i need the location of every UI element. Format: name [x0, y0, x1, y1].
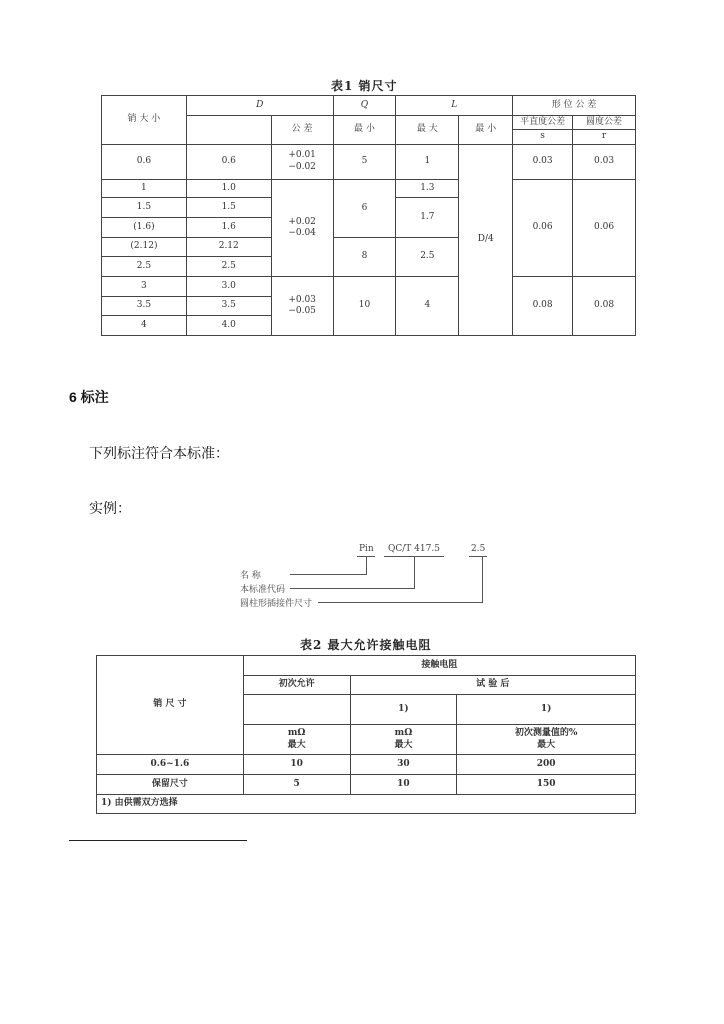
table-cell: 1.0 [186, 179, 271, 198]
table-cell: +0.02 −0.04 [271, 179, 333, 276]
t1-header-blank [186, 115, 271, 144]
t2-unit-cell [350, 725, 457, 755]
table-cell: 1.7 [396, 198, 459, 237]
table-cell: 0.6 [102, 144, 187, 179]
table-cell: 4 [396, 276, 459, 335]
table-cell: 10 [243, 755, 350, 775]
table-cell: +0.03 −0.05 [271, 276, 333, 335]
section-paragraph: 下列标注符合本标准： [89, 445, 229, 461]
example-label-size: 圆柱形插接件尺寸 [240, 599, 313, 609]
table-cell [243, 695, 350, 725]
table-cell: 4 [102, 316, 187, 336]
t2-note-1: 1) [350, 695, 457, 725]
table-cell: 0.03 [513, 144, 573, 179]
example-label: 实例： [89, 500, 131, 516]
table-cell: 1.3 [396, 179, 459, 198]
t1-header-flat: 平直度公差 [513, 115, 573, 129]
table-cell: 3.5 [186, 296, 271, 316]
table-cell: 4.0 [186, 316, 271, 336]
leader-h-size [318, 602, 483, 603]
leader-line-code [414, 556, 415, 588]
leader-h-name [290, 574, 367, 575]
table-cell: 3.0 [186, 276, 271, 296]
t2-header-contact: 接触电阻 [243, 656, 635, 676]
table-cell: (2.12) [102, 237, 187, 257]
table-cell: 3.5 [102, 296, 187, 316]
t2-header-after: 试 验 后 [350, 676, 635, 695]
table-cell: 2.5 [102, 257, 187, 277]
table1-caption: 表1 销尺寸 [331, 79, 398, 93]
number-underline [469, 556, 487, 557]
t2-note-2: 1) [457, 695, 636, 725]
table-cell: 1.5 [186, 198, 271, 218]
t2-footnote: 1) 由供需双方选择 [97, 795, 636, 814]
table2-caption: 表2 最大允许接触电阻 [300, 638, 432, 652]
table-cell: 0.03 [573, 144, 636, 179]
table-cell: 0.6 [186, 144, 271, 179]
table-cell: 0.06 [513, 179, 573, 276]
t1-header-Q: Q [333, 96, 396, 116]
t2-max-1: 最大 [287, 739, 306, 750]
t1-header-L: L [396, 96, 513, 116]
table-cell: 0.6~1.6 [97, 755, 244, 775]
table-cell: 0.06 [573, 179, 636, 276]
t2-unit-1: mΩ [287, 728, 306, 739]
t2-max-2: 最大 [394, 739, 413, 750]
t2-max-3: 最大 [537, 739, 556, 750]
leader-line-size [482, 556, 483, 602]
table-cell: 5 [243, 775, 350, 795]
table-cell: 2.5 [186, 257, 271, 277]
t2-unit-cell [243, 725, 350, 755]
table-cell: 10 [350, 775, 457, 795]
t1-header-round: 圆度公差 [573, 115, 636, 129]
leader-line-name [366, 556, 367, 574]
t2-pct-cell [457, 725, 636, 755]
table-cell: 2.5 [396, 237, 459, 276]
t2-pct: 初次测量值的% [514, 728, 578, 739]
table2 [96, 655, 636, 814]
table-cell: 1 [102, 179, 187, 198]
table-cell: 30 [350, 755, 457, 775]
table-cell: 0.08 [573, 276, 636, 335]
t1-header-flat-sym: s [513, 130, 573, 144]
t1-header-form: 形 位 公 差 [513, 96, 636, 116]
example-number: 2.5 [471, 544, 486, 554]
table-cell: 8 [333, 237, 396, 276]
table-cell: 1 [396, 144, 459, 179]
leader-h-code [290, 588, 415, 589]
example-label-code: 本标准代码 [240, 585, 286, 595]
table-cell: 0.08 [513, 276, 573, 335]
t1-lmin-cell: D/4 [459, 144, 513, 335]
example-label-name: 名 称 [240, 571, 261, 581]
section-heading: 6 标注 [69, 389, 109, 405]
t1-header-l-min: 最 小 [459, 115, 513, 144]
t1-header-pin: 销 大 小 [102, 96, 187, 145]
example-pin: Pin [359, 544, 374, 554]
table-cell: 6 [333, 179, 396, 237]
table-cell: 10 [333, 276, 396, 335]
t1-header-l-max: 最 大 [396, 115, 459, 144]
table-cell: (1.6) [102, 218, 187, 238]
table-cell: +0.01 −0.02 [271, 144, 333, 179]
table-cell: 5 [333, 144, 396, 179]
t2-header-initial: 初次允许 [243, 676, 350, 695]
t1-header-q-min: 最 小 [333, 115, 396, 144]
table-cell: 200 [457, 755, 636, 775]
table-cell: 1.5 [102, 198, 187, 218]
t1-header-tol: 公 差 [271, 115, 333, 144]
table-cell: 3 [102, 276, 187, 296]
footnote-rule [69, 840, 247, 841]
t1-header-round-sym: r [573, 130, 636, 144]
table-cell: 150 [457, 775, 636, 795]
t1-header-D: D [186, 96, 333, 116]
table-cell: 2.12 [186, 237, 271, 257]
table-cell: 1.6 [186, 218, 271, 238]
t2-unit-2: mΩ [394, 728, 413, 739]
table1 [101, 95, 636, 336]
t2-header-pin: 销 尺 寸 [97, 656, 244, 755]
example-code: QC/T 417.5 [388, 544, 440, 554]
table-cell: 保留尺寸 [97, 775, 244, 795]
